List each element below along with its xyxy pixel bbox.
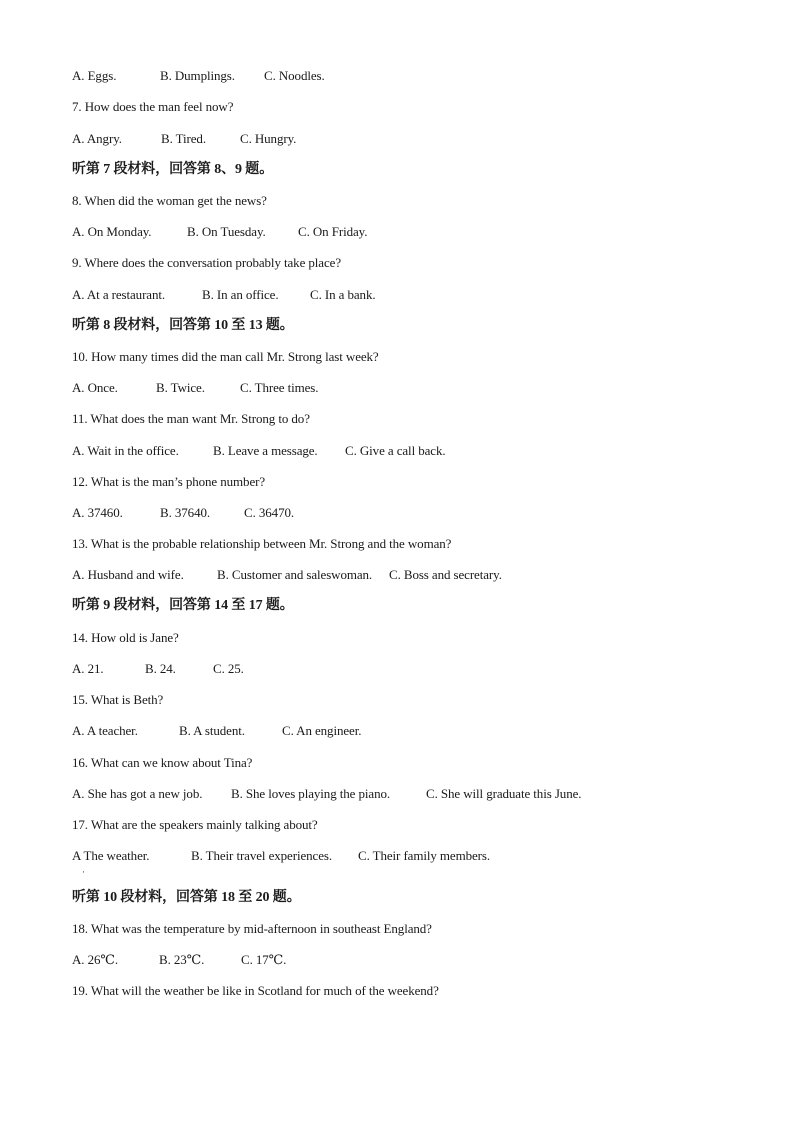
option-a: A. On Monday. xyxy=(72,224,152,239)
section-heading: 听第 10 段材料，回答第 18 至 20 题。 xyxy=(72,890,301,905)
option-b: B. 23℃. xyxy=(159,952,205,967)
question-15: 15. What is Beth? xyxy=(72,692,164,707)
option-a: A. Wait in the office. xyxy=(72,443,179,458)
option-a: A. 21. xyxy=(72,661,104,676)
options-line xyxy=(72,443,446,459)
option-b: B. Customer and saleswoman. xyxy=(217,567,373,582)
question-8: 8. When did the woman get the news? xyxy=(72,193,267,208)
option-b: B. 24. xyxy=(145,661,176,676)
stray-dot: · xyxy=(82,867,85,877)
question-19: 19. What will the weather be like in Scotland for much of the weekend? xyxy=(72,983,439,998)
option-a: A. 37460. xyxy=(72,505,123,520)
question-17: 17. What are the speakers mainly talking about? xyxy=(72,817,318,832)
option-c: C. Their family members. xyxy=(358,848,491,863)
option-b: B. A student. xyxy=(179,723,245,738)
option-c: C. An engineer. xyxy=(282,723,362,738)
section-heading: 听第 8 段材料，回答第 10 至 13 题。 xyxy=(72,318,294,333)
option-a: A. Once. xyxy=(72,380,118,395)
option-a: A. Husband and wife. xyxy=(72,567,184,582)
question-14: 14. How old is Jane? xyxy=(72,630,179,645)
question-10: 10. How many times did the man call Mr. Strong last week? xyxy=(72,349,379,364)
option-c: C. In a bank. xyxy=(310,287,376,302)
option-c: C. Three times. xyxy=(240,380,319,395)
option-a: A. Eggs. xyxy=(72,68,117,83)
option-b: B. In an office. xyxy=(202,287,279,302)
option-c: C. Give a call back. xyxy=(345,443,446,458)
options-line xyxy=(72,723,361,739)
option-a: A. 26℃. xyxy=(72,952,118,967)
option-b: B. 37640. xyxy=(160,505,211,520)
option-b: B. Dumplings. xyxy=(160,68,235,83)
option-c: C. She will graduate this June. xyxy=(426,786,582,801)
option-c: C. Noodles. xyxy=(264,68,325,83)
options-line xyxy=(72,68,325,84)
options-line xyxy=(72,952,286,968)
options-line xyxy=(72,380,318,396)
option-b: B. Their travel experiences. xyxy=(191,848,332,863)
option-a: A. At a restaurant. xyxy=(72,287,166,302)
section-heading: 听第 7 段材料，回答第 8、9 题。 xyxy=(72,162,274,177)
question-7: 7. How does the man feel now? xyxy=(72,99,234,114)
question-11: 11. What does the man want Mr. Strong to do? xyxy=(72,411,310,426)
question-16: 16. What can we know about Tina? xyxy=(72,755,253,770)
option-a: A. She has got a new job. xyxy=(72,786,203,801)
question-12: 12. What is the man’s phone number? xyxy=(72,474,266,489)
options-line xyxy=(72,224,367,240)
options-line xyxy=(72,786,581,802)
option-b: B. Leave a message. xyxy=(213,443,318,458)
options-line xyxy=(72,505,294,521)
option-c: C. On Friday. xyxy=(298,224,368,239)
option-c: C. 17℃. xyxy=(241,952,287,967)
option-b: B. Twice. xyxy=(156,380,205,395)
option-c: C. 25. xyxy=(213,661,244,676)
option-b: B. She loves playing the piano. xyxy=(231,786,391,801)
question-13: 13. What is the probable relationship between Mr. Strong and the woman? xyxy=(72,536,452,551)
option-c: C. 36470. xyxy=(244,505,295,520)
options-line xyxy=(72,287,376,303)
option-c: C. Boss and secretary. xyxy=(389,567,502,582)
question-9: 9. Where does the conversation probably take place? xyxy=(72,255,341,270)
question-18: 18. What was the temperature by mid-afternoon in southeast England? xyxy=(72,921,432,936)
option-c: C. Hungry. xyxy=(240,131,297,146)
option-b: B. Tired. xyxy=(161,131,206,146)
options-line xyxy=(72,848,490,864)
option-a: A. A teacher. xyxy=(72,723,138,738)
option-a: A The weather. xyxy=(72,848,150,863)
option-a: A. Angry. xyxy=(72,131,122,146)
options-line xyxy=(72,131,296,147)
options-line xyxy=(72,567,502,583)
section-heading: 听第 9 段材料，回答第 14 至 17 题。 xyxy=(72,598,294,613)
option-b: B. On Tuesday. xyxy=(187,224,266,239)
options-line xyxy=(72,661,244,677)
